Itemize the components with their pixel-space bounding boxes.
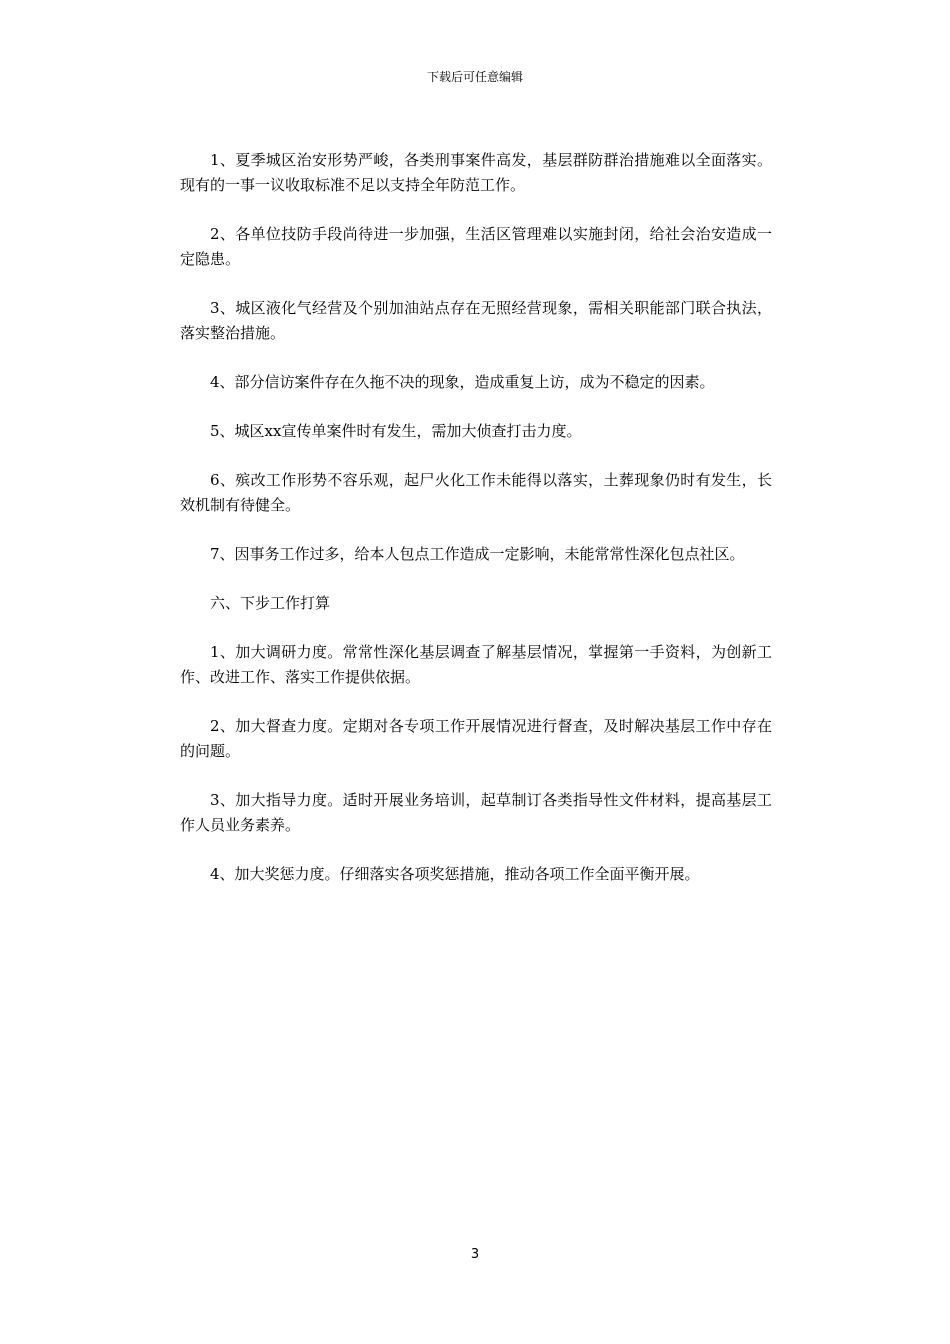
paragraph-4: 4、部分信访案件存在久拖不决的现象，造成重复上访，成为不稳定的因素。 <box>210 373 715 391</box>
paragraph-3: 3、城区液化气经营及个别加油站点存在无照经营现象，需相关职能部门联合执法，落实整治措施。 <box>180 299 772 342</box>
paragraph-6: 6、殡改工作形势不容乐观，起尸火化工作未能得以落实，土葬现象仍时有发生，长效机制有待健全。 <box>180 471 772 514</box>
section-heading: 六、下步工作打算 <box>210 594 331 612</box>
paragraph-5: 5、城区xx宣传单案件时有发生，需加大侦查打击力度。 <box>210 422 582 440</box>
page-number: 3 <box>470 1247 480 1262</box>
plan-item-1: 1、加大调研力度。常常性深化基层调查了解基层情况，掌握第一手资料，为创新工作、改进工作、落实工作提供依据。 <box>180 643 772 686</box>
paragraph-2: 2、各单位技防手段尚待进一步加强，生活区管理难以实施封闭，给社会治安造成一定隐患。 <box>180 225 772 268</box>
plan-item-2: 2、加大督查力度。定期对各专项工作开展情况进行督查，及时解决基层工作中存在的问题。 <box>180 717 772 760</box>
paragraph-7: 7、因事务工作过多，给本人包点工作造成一定影响，未能常常性深化包点社区。 <box>210 545 745 563</box>
paragraph-1: 1、夏季城区治安形势严峻，各类刑事案件高发，基层群防群治措施难以全面落实。现有的一事一议收取标准不足以支持全年防范工作。 <box>180 151 772 194</box>
plan-item-3: 3、加大指导力度。适时开展业务培训，起草制订各类指导性文件材料，提高基层工作人员业务素养。 <box>180 791 772 834</box>
page-header: 下载后可任意编辑 <box>426 70 523 84</box>
plan-item-4: 4、加大奖惩力度。仔细落实各项奖惩措施，推动各项工作全面平衡开展。 <box>210 865 700 883</box>
document-body <box>180 148 772 911</box>
